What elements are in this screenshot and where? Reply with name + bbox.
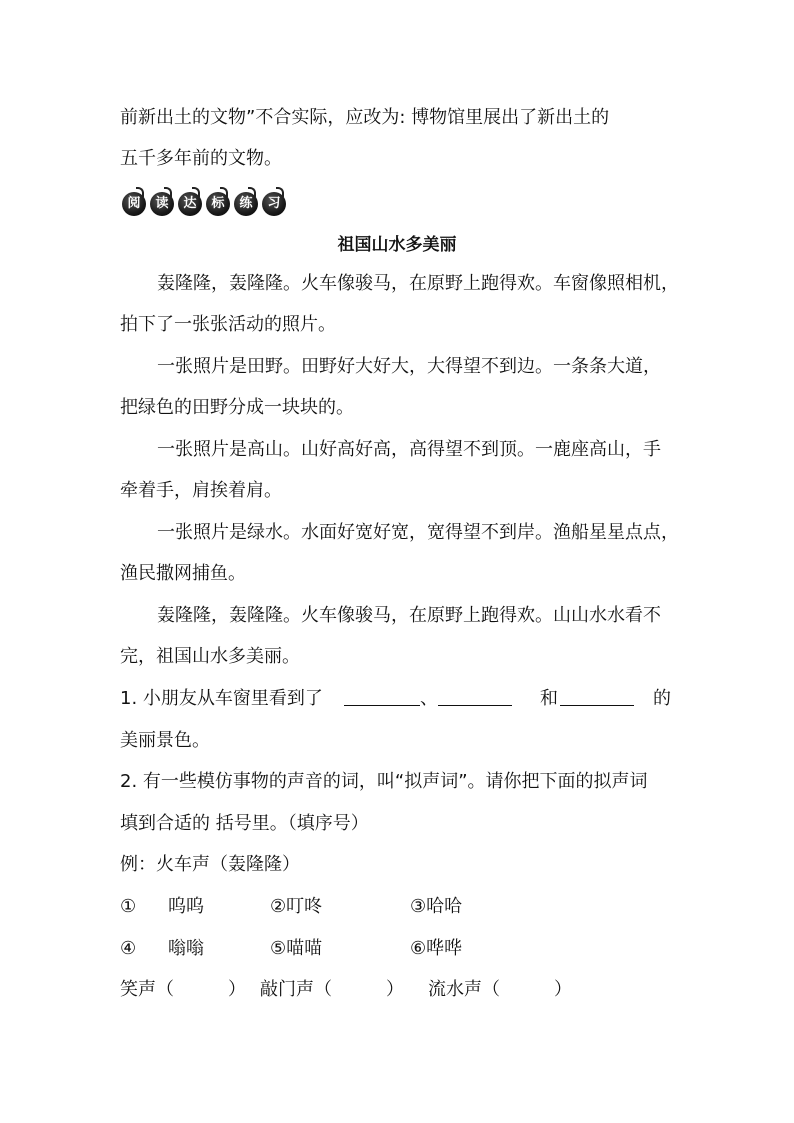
q1-separator: 、: [420, 688, 438, 709]
article-p1-line1: 轰隆隆，轰隆隆。火车像骏马，在原野上跑得欢。车窗像照相机，: [157, 273, 679, 294]
option-1-number: ①: [120, 896, 137, 917]
article-p4-line1: 一张照片是绿水。水面好宽好宽，宽得望不到岸。渔船星星点点，: [157, 522, 679, 543]
article-p2-line2: 把绿色的田野分成一块块的。: [120, 397, 354, 418]
knock-sound-blank[interactable]: 敲门声（ ）: [260, 979, 404, 1000]
q1-blank-1[interactable]: [344, 687, 420, 706]
option-3: ③哈哈: [410, 896, 463, 917]
badge-3: 达: [178, 192, 202, 216]
laugh-sound-blank[interactable]: 笑声（ ）: [120, 979, 246, 1000]
option-4-number: ④: [120, 938, 137, 959]
badge-6: 习: [262, 192, 286, 216]
q1-prefix: 1. 小朋友从车窗里看到了: [120, 688, 323, 709]
q1-blank-3[interactable]: [560, 687, 634, 706]
q1-blank-2[interactable]: [438, 687, 512, 706]
q1-line-2: 美丽景色。: [120, 730, 210, 751]
option-2: ②叮咚: [270, 896, 323, 917]
badge-4: 标: [206, 192, 230, 216]
q2-line-2: 填到合适的 括号里。（填序号）: [120, 813, 369, 834]
article-p5-line1: 轰隆隆，轰隆隆。火车像骏马，在原野上跑得欢。山山水水看不: [157, 605, 661, 626]
q1-and: 和: [540, 688, 558, 709]
option-5: ⑤喵喵: [270, 938, 323, 959]
option-4-word: 嗡嗡: [168, 938, 204, 959]
article-p5-line2: 完，祖国山水多美丽。: [120, 646, 300, 667]
badge-2: 读: [150, 192, 174, 216]
q1-of: 的: [653, 688, 671, 709]
article-p4-line2: 渔民撒网捕鱼。: [120, 563, 246, 584]
option-6: ⑥哗哗: [410, 938, 463, 959]
article-title: 祖国山水多美丽: [337, 235, 457, 255]
article-p2-line1: 一张照片是田野。田野好大好大，大得望不到边。一条条大道，: [157, 356, 661, 377]
q2-line-1: 2. 有一些模仿事物的声音的词，叫“拟声词”。请你把下面的拟声词: [120, 771, 648, 792]
intro-line-1: 前新出土的文物”不合实际，应改为: 博物馆里展出了新出土的: [120, 107, 610, 128]
water-sound-blank[interactable]: 流水声（ ）: [428, 979, 572, 1000]
option-1-word: 呜呜: [168, 896, 204, 917]
article-p3-line2: 牵着手，肩挨着肩。: [120, 480, 282, 501]
q2-example: 例：火车声（轰隆隆）: [120, 854, 300, 875]
badge-1: 阅: [122, 192, 146, 216]
article-p3-line1: 一张照片是高山。山好高好高，高得望不到顶。一鹿座高山，手: [157, 439, 661, 460]
badge-5: 练: [234, 192, 258, 216]
intro-line-2: 五千多年前的文物。: [120, 148, 282, 169]
article-p1-line2: 拍下了一张张活动的照片。: [120, 314, 336, 335]
